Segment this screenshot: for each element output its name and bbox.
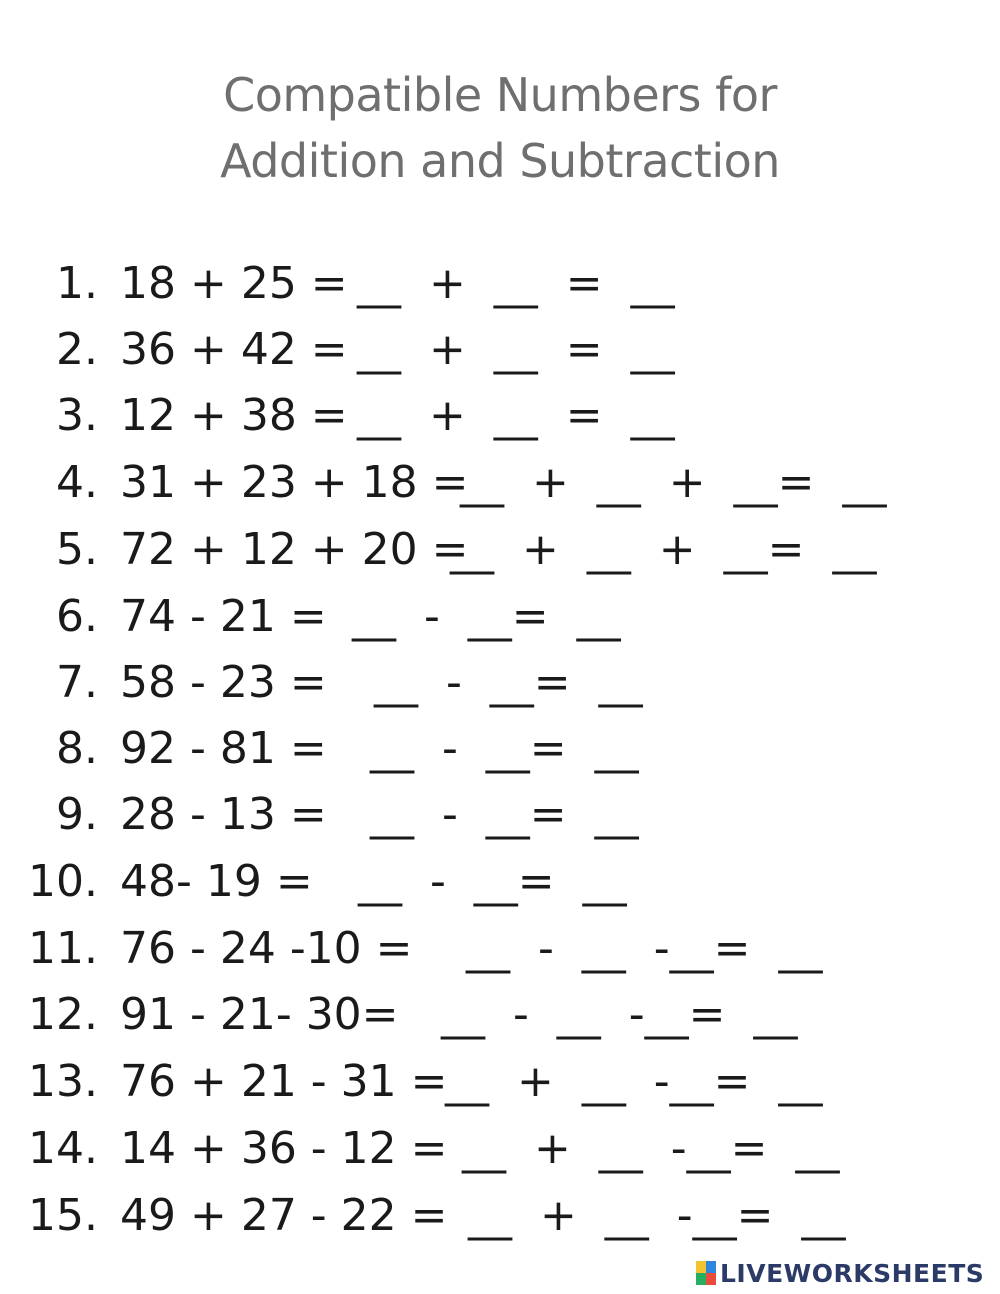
answer-blanks[interactable]: __ + __ + __= __: [450, 524, 877, 575]
problem-expression: 36 + 42 =: [120, 324, 348, 375]
problem-row: [0, 591, 1000, 655]
problem-expression: 76 + 21 - 31 =: [120, 1056, 448, 1107]
problem-number: 6.: [56, 591, 98, 642]
problem-expression: 12 + 38 =: [120, 390, 348, 441]
answer-blanks[interactable]: __ + __ = __: [343, 324, 675, 375]
problem-expression: 72 + 12 + 20 =: [120, 524, 469, 575]
problem-expression: 92 - 81 =: [120, 723, 327, 774]
liveworksheets-logo-icon: [696, 1261, 716, 1285]
problem-row: [0, 324, 1000, 388]
problem-expression: 76 - 24 -10 =: [120, 923, 413, 974]
problem-expression: 31 + 23 + 18 =: [120, 457, 469, 508]
problem-number: 15.: [28, 1190, 98, 1241]
problem-number: 1.: [56, 258, 98, 309]
problem-number: 8.: [56, 723, 98, 774]
answer-blanks[interactable]: __ - __= __: [342, 723, 639, 774]
worksheet-title-line-2: Addition and Subtraction: [220, 134, 780, 188]
answer-blanks[interactable]: __ + __ -__= __: [454, 1190, 846, 1241]
answer-blanks[interactable]: __ + __ = __: [343, 258, 675, 309]
problem-expression: 28 - 13 =: [120, 789, 327, 840]
liveworksheets-logo: [696, 1259, 984, 1287]
problem-number: 11.: [28, 923, 98, 974]
problem-expression: 48- 19 =: [120, 856, 313, 907]
problem-number: 3.: [56, 390, 98, 441]
problem-number: 10.: [28, 856, 98, 907]
answer-blanks[interactable]: __ + __ -__= __: [445, 1056, 823, 1107]
answer-blanks[interactable]: __ + __ + __= __: [446, 457, 887, 508]
problem-number: 9.: [56, 789, 98, 840]
problem-row: [0, 789, 1000, 853]
problem-row: [0, 258, 1000, 322]
problem-number: 4.: [56, 457, 98, 508]
problem-expression: 14 + 36 - 12 =: [120, 1123, 448, 1174]
problem-expression: 58 - 23 =: [120, 657, 327, 708]
problem-row: [0, 1123, 1000, 1187]
problem-expression: 91 - 21- 30=: [120, 989, 399, 1040]
problem-row: [0, 1190, 1000, 1254]
answer-blanks[interactable]: __ - __= __: [330, 856, 627, 907]
problem-row: [0, 856, 1000, 920]
problem-number: 13.: [28, 1056, 98, 1107]
problem-row: [0, 657, 1000, 721]
problem-row: [0, 989, 1000, 1053]
problem-number: 7.: [56, 657, 98, 708]
problem-row: [0, 723, 1000, 787]
problem-number: 5.: [56, 524, 98, 575]
answer-blanks[interactable]: __ + __ = __: [343, 390, 675, 441]
problem-expression: 49 + 27 - 22 =: [120, 1190, 448, 1241]
answer-blanks[interactable]: __ + __ -__= __: [448, 1123, 840, 1174]
problem-row: [0, 390, 1000, 454]
problem-row: [0, 457, 1000, 521]
answer-blanks[interactable]: __ - __= __: [338, 591, 621, 642]
problem-number: 2.: [56, 324, 98, 375]
answer-blanks[interactable]: __ - __ -__= __: [438, 923, 823, 974]
problem-row: [0, 1056, 1000, 1120]
problem-expression: 74 - 21 =: [120, 591, 327, 642]
problem-expression: 18 + 25 =: [120, 258, 348, 309]
worksheet-title-line-1: Compatible Numbers for: [223, 68, 777, 122]
liveworksheets-logo-text: LIVEWORKSHEETS: [720, 1258, 985, 1288]
answer-blanks[interactable]: __ - __ -__= __: [427, 989, 798, 1040]
problem-number: 14.: [28, 1123, 98, 1174]
problem-row: [0, 923, 1000, 987]
problem-row: [0, 524, 1000, 588]
problem-number: 12.: [28, 989, 98, 1040]
answer-blanks[interactable]: __ - __= __: [346, 657, 643, 708]
answer-blanks[interactable]: __ - __= __: [342, 789, 639, 840]
